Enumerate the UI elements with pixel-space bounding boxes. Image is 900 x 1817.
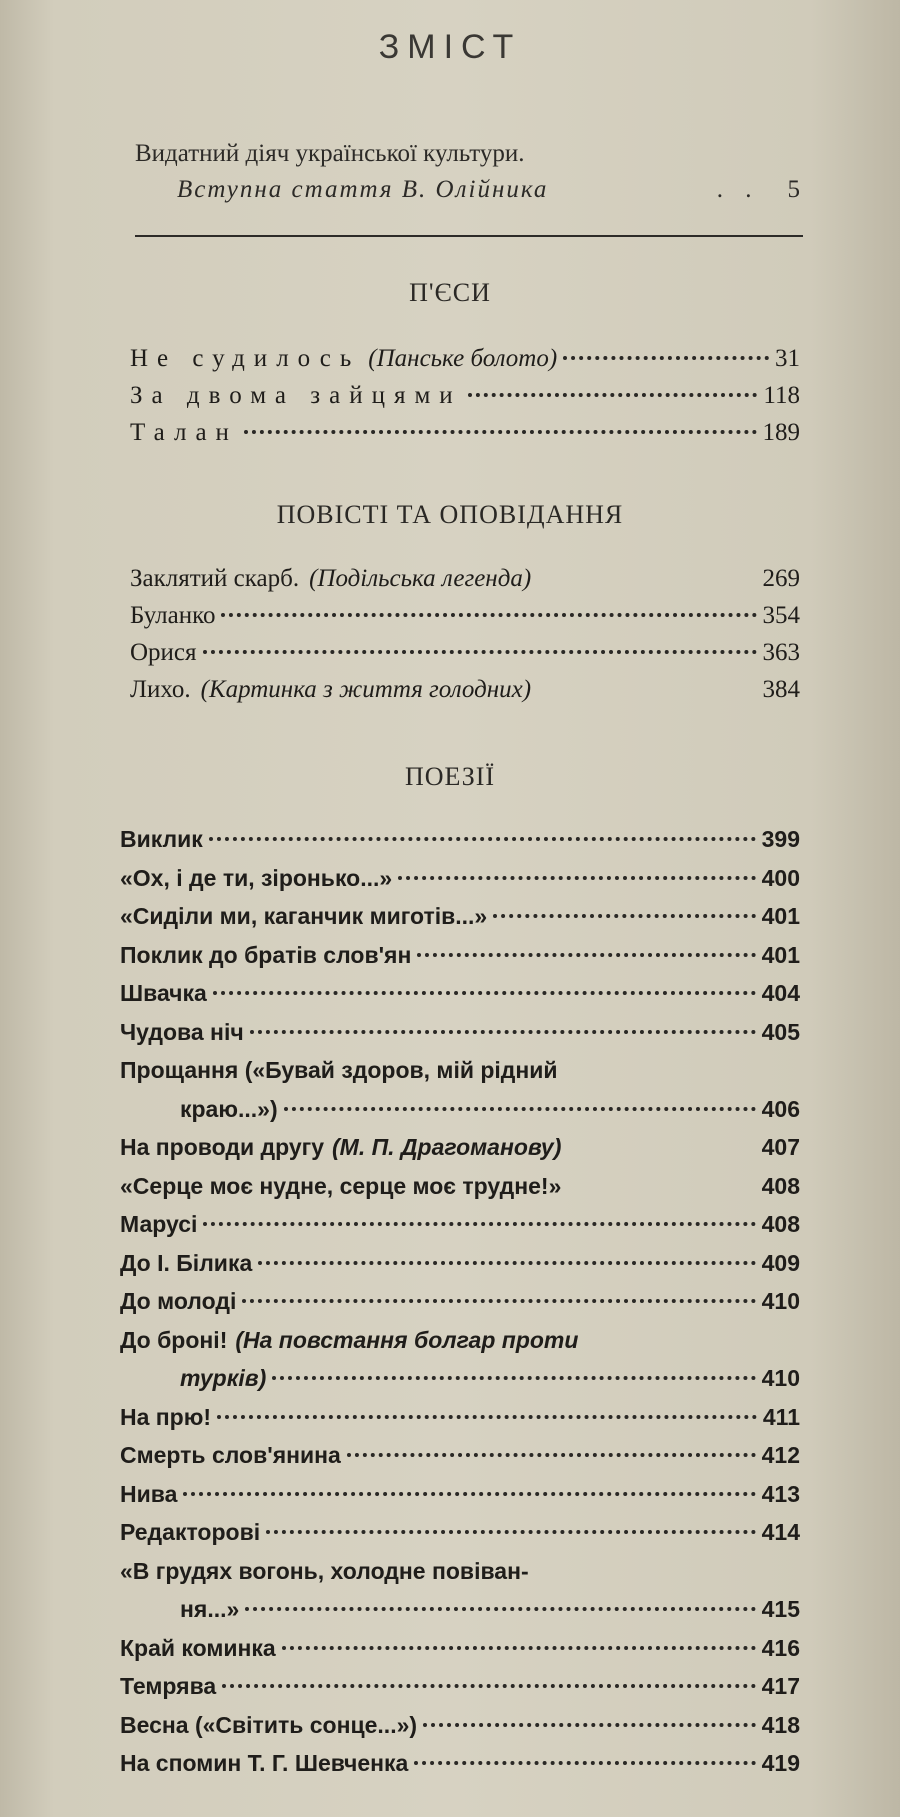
toc-entry: [120, 942, 800, 981]
toc-entry: [120, 1635, 800, 1674]
section-stories: [0, 500, 900, 530]
dot-leader: [217, 1415, 757, 1419]
toc-entry: [120, 1327, 800, 1366]
toc-entry: [120, 1519, 800, 1558]
toc-entry: [130, 419, 800, 456]
entry-subtitle: (Картинка з життя голодних): [200, 676, 532, 703]
toc-entry: [130, 639, 800, 676]
section-heading-stories: ПОВІСТІ ТА ОПОВІДАННЯ: [276, 500, 624, 529]
toc-entry: [120, 1750, 800, 1789]
dot-leader: [209, 837, 756, 841]
entry-page: 404: [761, 980, 800, 1006]
toc-entry: [120, 865, 800, 904]
dot-leader: [468, 393, 758, 397]
toc-entry: [120, 1442, 800, 1481]
toc-entry: [120, 826, 800, 865]
entry-page: 31: [775, 345, 800, 372]
entry-page: 189: [762, 419, 800, 446]
entry-page: 409: [761, 1249, 800, 1276]
section-plays: [0, 278, 900, 308]
dot-leader: [258, 1261, 755, 1265]
entry-title: Буланко: [130, 602, 216, 629]
entry-title: За двома зайцями: [130, 382, 462, 409]
toc-entry: [120, 1057, 800, 1096]
toc-entry: [120, 980, 800, 1019]
entry-title: Чудова ніч: [120, 1018, 244, 1045]
entry-title: Не судилось: [130, 345, 361, 372]
entry-title: «Серце моє нудне, серце моє трудне!»: [120, 1172, 562, 1199]
entry-title: Нива: [120, 1480, 178, 1507]
entry-title: Орися: [130, 639, 197, 666]
entry-page: 408: [761, 1211, 800, 1237]
entry-title: Весна («Світить сонце...»): [120, 1711, 418, 1738]
entry-page: 417: [761, 1673, 800, 1699]
dot-leader: [347, 1453, 756, 1457]
entry-page: 384: [762, 676, 800, 703]
entry-page: 363: [762, 639, 800, 666]
intro-line-2: [135, 176, 800, 204]
plays-list: [130, 345, 800, 456]
entry-page: 410: [761, 1365, 800, 1391]
entry-subtitle: (На повстання болгар проти: [235, 1326, 579, 1353]
entry-page: 408: [761, 1172, 800, 1199]
toc-entry: [120, 1404, 800, 1443]
dot-leader: [493, 914, 755, 918]
entry-page: 401: [761, 941, 800, 968]
entry-title: Лихо.: [130, 676, 191, 703]
dot-leader: [183, 1492, 755, 1496]
entry-title: Темрява: [120, 1673, 217, 1699]
entry-page: 406: [761, 1095, 800, 1122]
dot-leader: [272, 1376, 755, 1380]
entry-title: Поклик до братів слов'ян: [120, 941, 412, 968]
entry-title: На проводи другу: [120, 1134, 325, 1160]
dot-leader: [266, 1530, 756, 1534]
entry-page: 399: [761, 826, 800, 852]
toc-entry: [120, 1134, 800, 1173]
toc-entry: [130, 565, 800, 602]
entry-page: 401: [761, 903, 800, 929]
toc-entry: [120, 1019, 800, 1058]
entry-title: Талан: [130, 419, 238, 446]
entry-title: До І. Білика: [120, 1249, 253, 1276]
intro-dots: . .: [716, 176, 760, 203]
entry-page: 410: [761, 1288, 800, 1314]
entry-title: На прю!: [120, 1403, 212, 1430]
entry-title: Марусі: [120, 1211, 198, 1237]
toc-entry: [120, 1211, 800, 1250]
entry-title: Виклик: [120, 826, 203, 852]
dot-leader: [250, 1030, 756, 1034]
entry-title-continued: ня...»: [180, 1596, 240, 1622]
entry-title: «В грудях вогонь, холодне повіван-: [120, 1557, 529, 1584]
entry-page: 419: [761, 1750, 800, 1776]
dot-leader: [284, 1107, 756, 1111]
toc-entry-continuation: [120, 1096, 800, 1135]
entry-page: 413: [761, 1480, 800, 1507]
toc-entry: [120, 1558, 800, 1597]
entry-page: 354: [762, 602, 800, 629]
entry-page: 416: [761, 1634, 800, 1661]
entry-subtitle: (Подільська легенда): [309, 565, 532, 592]
entry-subtitle: (М. П. Драгоманову): [332, 1134, 562, 1160]
dot-leader: [221, 613, 756, 617]
toc-entry-continuation: [120, 1596, 800, 1635]
dot-leader: [203, 1222, 755, 1226]
intro-page: 5: [787, 176, 800, 203]
entry-subtitle-continued: турків): [180, 1365, 267, 1391]
entry-page: 400: [761, 864, 800, 891]
entry-title: «Ох, і де ти, зіронько...»: [120, 864, 393, 891]
intro-subtitle: Вступна стаття В. Олійника: [177, 176, 549, 203]
entry-title: Редакторові: [120, 1519, 261, 1545]
dot-leader: [563, 356, 769, 360]
entry-page: 414: [761, 1519, 800, 1545]
toc-entry: [120, 1250, 800, 1289]
toc-entry: [120, 1673, 800, 1712]
entry-title: До броні!: [120, 1326, 228, 1353]
section-heading-plays: П'ЄСИ: [409, 278, 491, 307]
toc-entry: [120, 903, 800, 942]
entry-title: На спомин Т. Г. Шевченка: [120, 1750, 409, 1776]
section-heading-poetry: ПОЕЗІЇ: [404, 762, 496, 791]
dot-leader: [417, 953, 755, 957]
dot-leader: [242, 1299, 755, 1303]
intro-entry: [135, 140, 800, 204]
dot-leader: [282, 1646, 756, 1650]
entry-title: «Сиділи ми, каганчик миготів...»: [120, 903, 488, 929]
toc-entry: [120, 1712, 800, 1751]
dot-leader: [244, 430, 757, 434]
entry-page: 415: [761, 1596, 800, 1622]
toc-entry: [130, 602, 800, 639]
entry-title: Прощання («Бувай здоров, мій рідний: [120, 1057, 558, 1083]
intro-line-1: Видатний діяч української культури.: [135, 140, 525, 167]
entry-title: Заклятий скарб.: [130, 565, 300, 592]
toc-entry: [130, 345, 800, 382]
entry-page: 405: [761, 1018, 800, 1045]
entry-title: Край коминка: [120, 1634, 276, 1661]
toc-entry: [120, 1288, 800, 1327]
toc-entry-continuation: [120, 1365, 800, 1404]
entry-title: До молоді: [120, 1288, 237, 1314]
divider-rule: [135, 235, 803, 237]
entry-page: 418: [761, 1711, 800, 1738]
dot-leader: [245, 1607, 755, 1611]
dot-leader: [222, 1684, 755, 1688]
poetry-list: [120, 826, 800, 1789]
entry-page: 411: [762, 1403, 800, 1430]
toc-entry: [130, 382, 800, 419]
entry-page: 118: [763, 382, 800, 409]
toc-entry: [120, 1481, 800, 1520]
entry-subtitle: (Панське болото): [368, 345, 558, 372]
dot-leader: [203, 650, 757, 654]
entry-title-continued: краю...»): [180, 1095, 278, 1122]
entry-page: 407: [761, 1134, 800, 1160]
dot-leader: [213, 991, 756, 995]
page-title: ЗМІСТ: [378, 28, 522, 66]
dot-leader: [398, 876, 755, 880]
toc-entry: [120, 1173, 800, 1212]
entry-page: 412: [761, 1442, 800, 1468]
stories-list: [130, 565, 800, 713]
toc-entry: [130, 676, 800, 713]
section-poetry: [0, 762, 900, 792]
dot-leader: [423, 1723, 756, 1727]
entry-page: 269: [762, 565, 800, 592]
dot-leader: [414, 1761, 755, 1765]
entry-title: Швачка: [120, 980, 207, 1006]
entry-title: Смерть слов'янина: [120, 1442, 341, 1468]
